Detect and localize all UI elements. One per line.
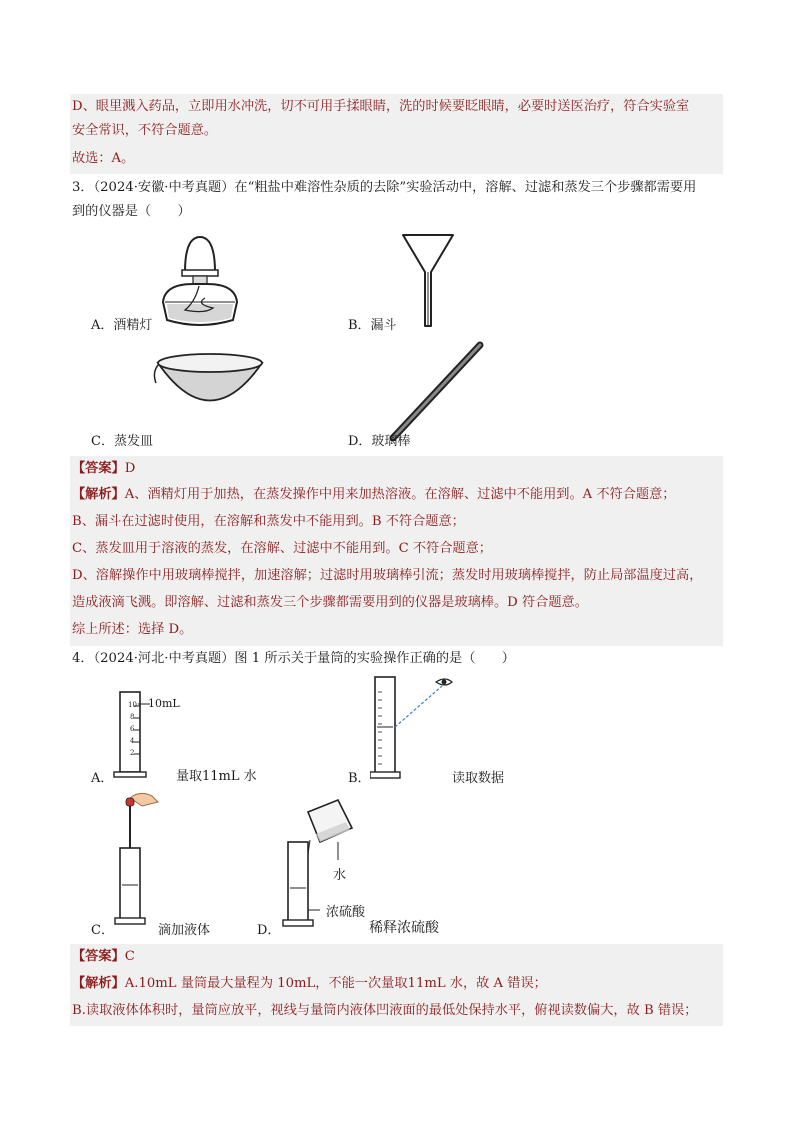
- q4-analysis-text-1: A.10mL 量筒最大量程为 10mL，不能一次量取11mL 水，故 A 错误；: [124, 976, 547, 991]
- q4-option-a-letter: A．: [91, 771, 114, 786]
- q3-analysis-tag: 【解析】: [72, 487, 125, 502]
- q4-option-d-water-label: 水: [333, 868, 347, 883]
- q3-option-d: D．玻璃棒: [348, 434, 411, 449]
- q4-answer: [72, 946, 135, 968]
- cylinder-a-tick-10: 10: [128, 701, 137, 709]
- q3-answer-tag: 【答案】: [72, 461, 125, 476]
- prev-solution-line-2: 安全常识，不符合题意。: [72, 123, 218, 138]
- prev-solution-line-1: D、眼里溅入药品，立即用水冲洗，切不可用手揉眼睛，洗的时候要眨眼睛，必要时送医治疗，符合实验室: [72, 99, 690, 114]
- q4-answer-tag: 【答案】: [72, 949, 125, 964]
- cylinder-a-tick-8: 8: [130, 713, 135, 721]
- cylinder-a-tick-4: 4: [130, 737, 135, 745]
- cylinder-a-scale-label: 10mL: [148, 697, 180, 710]
- q3-stem-line-1: 3．（2024·安徽·中考真题）在“粗盐中难溶性杂质的去除”实验活动中，溶解、过滤和蒸发三个步骤都需要用: [72, 180, 697, 195]
- q3-option-c: C．蒸发皿: [91, 434, 153, 449]
- q4-option-c-letter: C．: [91, 923, 114, 938]
- cylinder-b-image: [370, 672, 460, 782]
- q4-option-a-caption: 量取11mL 水: [176, 769, 257, 784]
- q3-analysis-line-3: C、蒸发皿用于溶液的蒸发，在溶解、过滤中不能用到。C 不符合题意；: [72, 541, 492, 556]
- cylinder-c-image: [112, 790, 162, 930]
- q3-analysis-text-1: A、酒精灯用于加热，在蒸发操作中用来加热溶液。在溶解、过滤中不能用到。A 不符合题意；: [124, 487, 676, 502]
- evaporating-dish-image: [150, 343, 270, 428]
- cylinder-a-tick-2: 2: [130, 749, 135, 757]
- q4-analysis-line-2: B.读取液体体积时，量筒应放平，视线与量筒内液体凹液面的最低处保持水平，俯视读数偏大，故 B 错误；: [72, 1003, 698, 1018]
- q4-analysis-line-1: [72, 973, 547, 995]
- q3-analysis-line-1: [72, 484, 676, 506]
- q4-analysis-tag: 【解析】: [72, 976, 125, 991]
- q4-option-d-letter: D．: [257, 923, 281, 938]
- q3-analysis-line-4: D、溶解操作中用玻璃棒搅拌，加速溶解；过滤时用玻璃棒引流；蒸发时用玻璃棒搅拌，防止局部温度过高，: [72, 568, 703, 583]
- q3-answer-value: D: [124, 461, 136, 476]
- q3-analysis-line-5: 造成液滴飞溅。即溶解、过滤和蒸发三个步骤都需要用到的仪器是玻璃棒。D 符合题意。: [72, 595, 588, 610]
- q4-option-d-acid-label: 浓硫酸: [326, 905, 366, 920]
- funnel-image: [398, 230, 458, 330]
- q4-option-d-caption: 稀释浓硫酸: [369, 920, 439, 936]
- q3-stem-line-2: 到的仪器是（ ）: [72, 204, 191, 219]
- q3-analysis-line-2: B、漏斗在过滤时使用，在溶解和蒸发中不能用到。B 不符合题意；: [72, 514, 465, 529]
- q4-option-c-caption: 滴加液体: [158, 923, 211, 938]
- q4-option-b-letter: B．: [348, 771, 371, 786]
- q4-answer-value: C: [124, 949, 135, 964]
- cylinder-a-tick-6: 6: [130, 725, 135, 733]
- q4-stem: 4．（2024·河北·中考真题）图 1 所示关于量筒的实验操作正确的是（ ）: [72, 651, 515, 666]
- prev-solution-line-3: 故选：A。: [72, 151, 135, 166]
- q3-option-b: B．漏斗: [348, 318, 397, 333]
- q3-option-a: A．酒精灯: [91, 318, 153, 333]
- q4-option-b-caption: 读取数据: [452, 771, 505, 786]
- alcohol-lamp-image: [155, 232, 245, 332]
- q3-answer: [72, 458, 135, 480]
- q3-analysis-line-6: 综上所述：选择 D。: [72, 622, 193, 637]
